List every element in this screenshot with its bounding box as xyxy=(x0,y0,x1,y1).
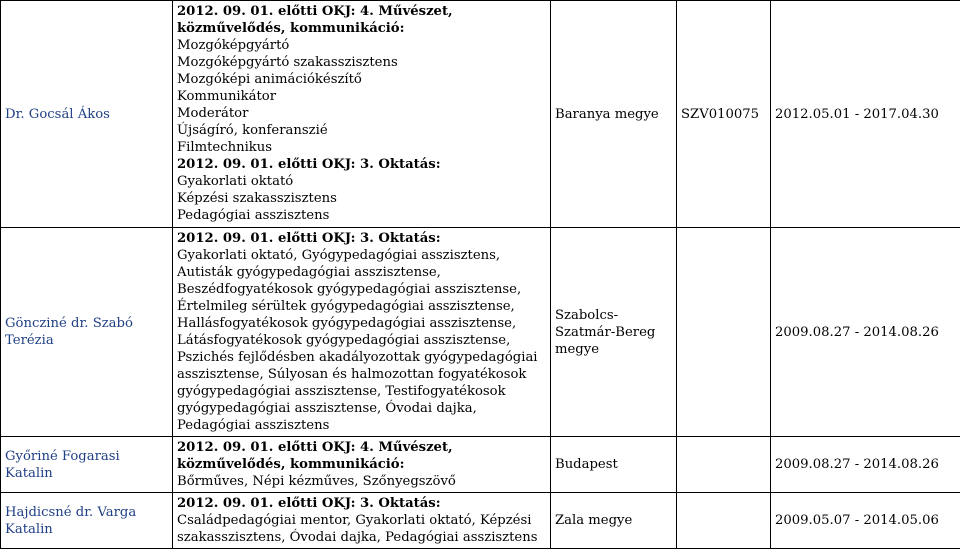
qualification-item: Mozgóképgyártó xyxy=(177,37,546,54)
validity-period: 2012.05.01 - 2017.04.30 xyxy=(771,1,960,228)
qualification-item: Kommunikátor xyxy=(177,88,546,105)
region: Budapest xyxy=(551,437,677,493)
expert-name: Győriné Fogarasi Katalin xyxy=(1,437,173,493)
qualification-heading: 2012. 09. 01. előtti OKJ: 4. Művészet, közművelődés, kommunikáció: xyxy=(177,439,546,473)
table-row xyxy=(1,437,960,493)
registration-id xyxy=(677,228,771,437)
validity-period: 2009.08.27 - 2014.08.26 xyxy=(771,228,960,437)
expert-name: Hajdicsné dr. Varga Katalin xyxy=(1,493,173,549)
qualification-cell xyxy=(173,1,551,228)
qualification-heading: 2012. 09. 01. előtti OKJ: 3. Oktatás: xyxy=(177,156,546,173)
qualification-item: Mozgóképi animációkészítő xyxy=(177,71,546,88)
registration-id xyxy=(677,437,771,493)
qualification-item: Újságíró, konferanszié xyxy=(177,122,546,139)
region: Szabolcs-Szatmár-Bereg megye xyxy=(551,228,677,437)
qualification-item: Gyakorlati oktató xyxy=(177,173,546,190)
qualification-item: Filmtechnikus xyxy=(177,139,546,156)
region: Zala megye xyxy=(551,493,677,549)
qualification-text: Bőrműves, Népi kézműves, Szőnyegszövő xyxy=(177,473,546,490)
qualification-text: Gyakorlati oktató, Gyógypedagógiai asszisztens, Autisták gyógypedagógiai asszisztense, Beszédfogyatékosok gyógypedagógiai asszisztense, Értelmileg sérültek gyógypedagógiai asszisztense, Hallásfogyatékosok gyógypedagógiai asszisztense, Látásfogyatékosok gyógypedagógiai asszisztense, Pszichés fejlődésben akadályozottak gyógypedagógiai asszisztense, Súlyosan és halmozottan fogyatékosok gyógypedagógiai asszisztense, Testifogyatékosok gyógypedagógiai asszisztense, Óvodai dajka, Pedagógiai asszisztens xyxy=(177,247,546,434)
expert-name: Göncziné dr. Szabó Terézia xyxy=(1,228,173,437)
qualification-cell xyxy=(173,493,551,549)
qualification-text: Családpedagógiai mentor, Gyakorlati oktató, Képzési szakasszisztens, Óvodai dajka, Pedagógiai asszisztens xyxy=(177,512,546,546)
qualification-item: Pedagógiai asszisztens xyxy=(177,207,546,224)
qualification-cell xyxy=(173,228,551,437)
qualification-heading: 2012. 09. 01. előtti OKJ: 3. Oktatás: xyxy=(177,495,546,512)
qualification-item: Mozgóképgyártó szakasszisztens xyxy=(177,54,546,71)
registration-id xyxy=(677,493,771,549)
qualification-heading: 2012. 09. 01. előtti OKJ: 4. Művészet, közművelődés, kommunikáció: xyxy=(177,3,546,37)
registration-id: SZV010075 xyxy=(677,1,771,228)
qualification-cell xyxy=(173,437,551,493)
qualification-item: Képzési szakasszisztens xyxy=(177,190,546,207)
validity-period: 2009.08.27 - 2014.08.26 xyxy=(771,437,960,493)
validity-period: 2009.05.07 - 2014.05.06 xyxy=(771,493,960,549)
region: Baranya megye xyxy=(551,1,677,228)
qualification-item: Moderátor xyxy=(177,105,546,122)
expert-name: Dr. Gocsál Ákos xyxy=(1,1,173,228)
qualification-heading: 2012. 09. 01. előtti OKJ: 3. Oktatás: xyxy=(177,230,546,247)
table-row xyxy=(1,1,960,228)
table-row xyxy=(1,493,960,549)
table-row xyxy=(1,228,960,437)
